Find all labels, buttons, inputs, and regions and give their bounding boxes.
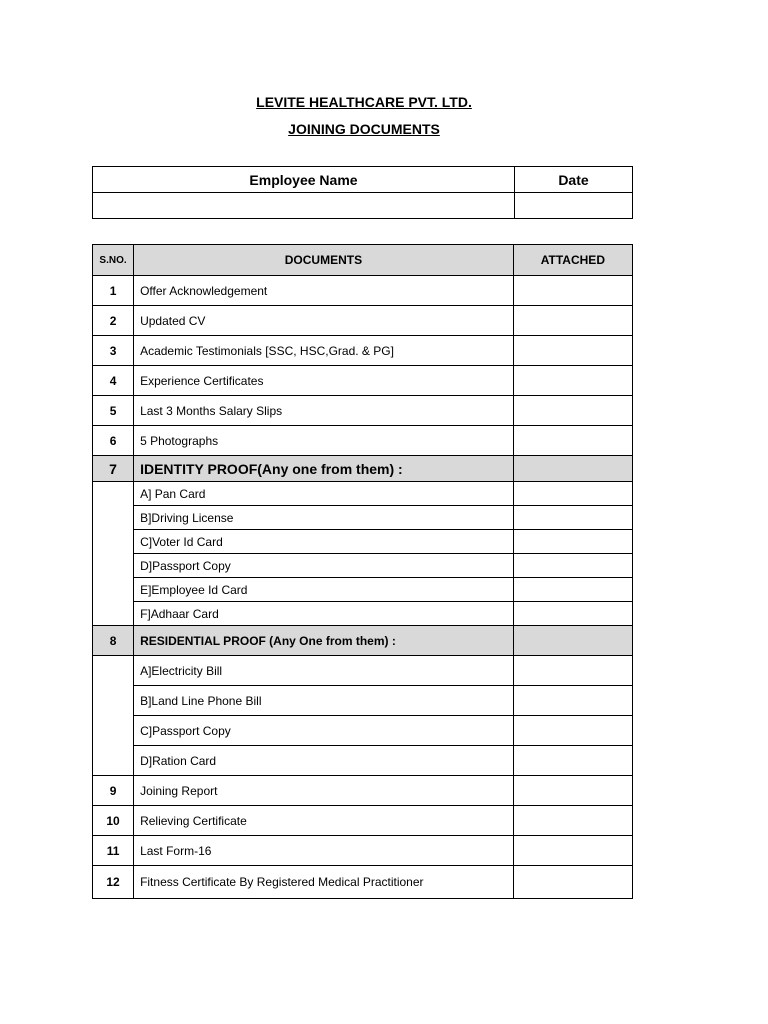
residential-proof-row — [93, 626, 633, 656]
row-attached-cell[interactable] — [513, 746, 632, 776]
table-row — [93, 776, 633, 806]
identity-label: IDENTITY PROOF(Any one from them) : — [134, 456, 514, 482]
table-row — [93, 482, 633, 506]
row-document: Academic Testimonials [SSC, HSC,Grad. & PG] — [134, 336, 514, 366]
row-sno: 1 — [93, 276, 134, 306]
row-attached-cell[interactable] — [513, 656, 632, 686]
row-attached-cell[interactable] — [513, 336, 632, 366]
table-row — [93, 578, 633, 602]
row-sno: 2 — [93, 306, 134, 336]
row-sno: 10 — [93, 806, 134, 836]
identity-option: F]Adhaar Card — [134, 602, 514, 626]
table-row — [93, 276, 633, 306]
document-title: JOINING DOCUMENTS — [288, 121, 440, 137]
residential-group-cell — [93, 656, 134, 776]
residential-option: D]Ration Card — [134, 746, 514, 776]
date-header: Date — [515, 167, 633, 193]
residential-label: RESIDENTIAL PROOF (Any One from them) : — [134, 626, 514, 656]
employee-name-header: Employee Name — [93, 167, 515, 193]
row-document: Last Form-16 — [134, 836, 514, 866]
table-row — [93, 506, 633, 530]
table-row — [93, 336, 633, 366]
sno-header: S.NO. — [93, 245, 134, 276]
table-row — [93, 656, 633, 686]
attached-header: ATTACHED — [513, 245, 632, 276]
employee-name-cell[interactable] — [93, 193, 515, 219]
row-sno: 5 — [93, 396, 134, 426]
table-row — [93, 554, 633, 578]
identity-option: E]Employee Id Card — [134, 578, 514, 602]
documents-table — [92, 244, 633, 899]
identity-attached-cell[interactable] — [513, 456, 632, 482]
table-row — [93, 716, 633, 746]
row-document: Last 3 Months Salary Slips — [134, 396, 514, 426]
row-attached-cell[interactable] — [513, 482, 632, 506]
row-attached-cell[interactable] — [513, 836, 632, 866]
row-attached-cell[interactable] — [513, 506, 632, 530]
row-document: Experience Certificates — [134, 366, 514, 396]
table-row — [93, 396, 633, 426]
row-attached-cell[interactable] — [513, 554, 632, 578]
table-row — [93, 686, 633, 716]
date-cell[interactable] — [515, 193, 633, 219]
identity-proof-row — [93, 456, 633, 482]
table-row — [93, 836, 633, 866]
row-document: Joining Report — [134, 776, 514, 806]
table-row — [93, 806, 633, 836]
row-attached-cell[interactable] — [513, 396, 632, 426]
residential-attached-cell[interactable] — [513, 626, 632, 656]
documents-header: DOCUMENTS — [134, 245, 514, 276]
table-row — [93, 602, 633, 626]
identity-group-cell — [93, 482, 134, 626]
identity-option: C]Voter Id Card — [134, 530, 514, 554]
row-sno: 11 — [93, 836, 134, 866]
identity-option: A] Pan Card — [134, 482, 514, 506]
employee-table — [92, 166, 633, 219]
row-attached-cell[interactable] — [513, 276, 632, 306]
table-row — [93, 866, 633, 899]
identity-sno: 7 — [93, 456, 134, 482]
residential-sno: 8 — [93, 626, 134, 656]
residential-option: B]Land Line Phone Bill — [134, 686, 514, 716]
row-attached-cell[interactable] — [513, 686, 632, 716]
table-row — [93, 530, 633, 554]
table-row — [93, 306, 633, 336]
row-sno: 4 — [93, 366, 134, 396]
row-sno: 9 — [93, 776, 134, 806]
row-attached-cell[interactable] — [513, 578, 632, 602]
row-attached-cell[interactable] — [513, 776, 632, 806]
row-attached-cell[interactable] — [513, 426, 632, 456]
company-name: LEVITE HEALTHCARE PVT. LTD. — [256, 94, 472, 110]
row-document: Updated CV — [134, 306, 514, 336]
row-attached-cell[interactable] — [513, 866, 632, 899]
row-attached-cell[interactable] — [513, 306, 632, 336]
table-row — [93, 426, 633, 456]
row-attached-cell[interactable] — [513, 602, 632, 626]
row-attached-cell[interactable] — [513, 716, 632, 746]
row-document: Offer Acknowledgement — [134, 276, 514, 306]
identity-option: D]Passport Copy — [134, 554, 514, 578]
row-attached-cell[interactable] — [513, 366, 632, 396]
row-attached-cell[interactable] — [513, 530, 632, 554]
residential-option: C]Passport Copy — [134, 716, 514, 746]
table-row — [93, 366, 633, 396]
row-sno: 6 — [93, 426, 134, 456]
table-row — [93, 746, 633, 776]
row-sno: 12 — [93, 866, 134, 899]
row-document: Relieving Certificate — [134, 806, 514, 836]
row-attached-cell[interactable] — [513, 806, 632, 836]
row-document: 5 Photographs — [134, 426, 514, 456]
identity-option: B]Driving License — [134, 506, 514, 530]
row-sno: 3 — [93, 336, 134, 366]
row-document: Fitness Certificate By Registered Medical Practitioner — [134, 866, 514, 899]
residential-option: A]Electricity Bill — [134, 656, 514, 686]
